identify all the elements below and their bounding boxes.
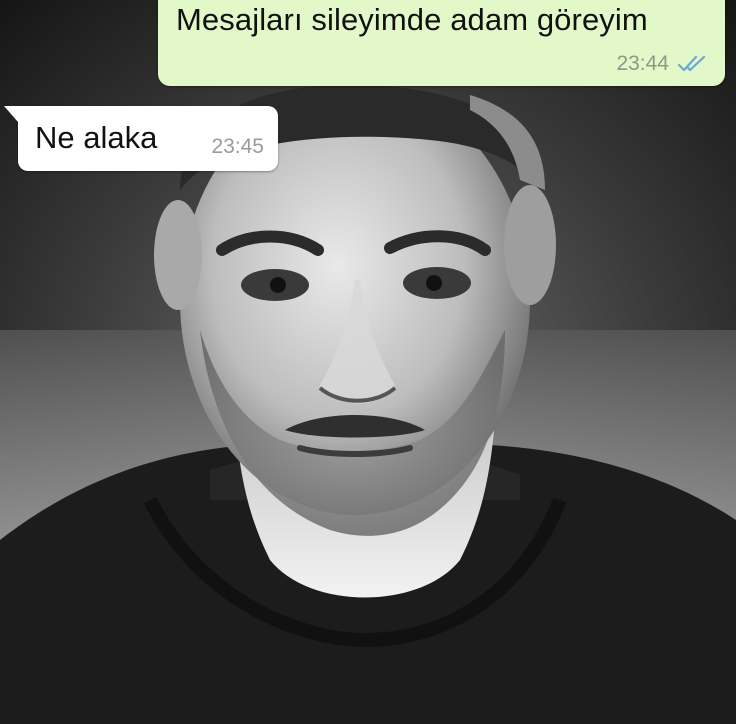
outgoing-message-text: Mesajları sileyimde adam göreyim: [176, 2, 648, 37]
outgoing-message-time: 23:44: [616, 52, 669, 75]
incoming-message-time: 23:45: [211, 135, 264, 158]
outgoing-message-meta: [616, 52, 707, 76]
incoming-message-bubble[interactable]: [18, 106, 278, 171]
double-check-read-icon: [677, 54, 707, 74]
incoming-message-text: Ne alaka: [35, 120, 158, 155]
bubble-tail: [4, 106, 18, 122]
outgoing-message-bubble[interactable]: [158, 0, 725, 86]
